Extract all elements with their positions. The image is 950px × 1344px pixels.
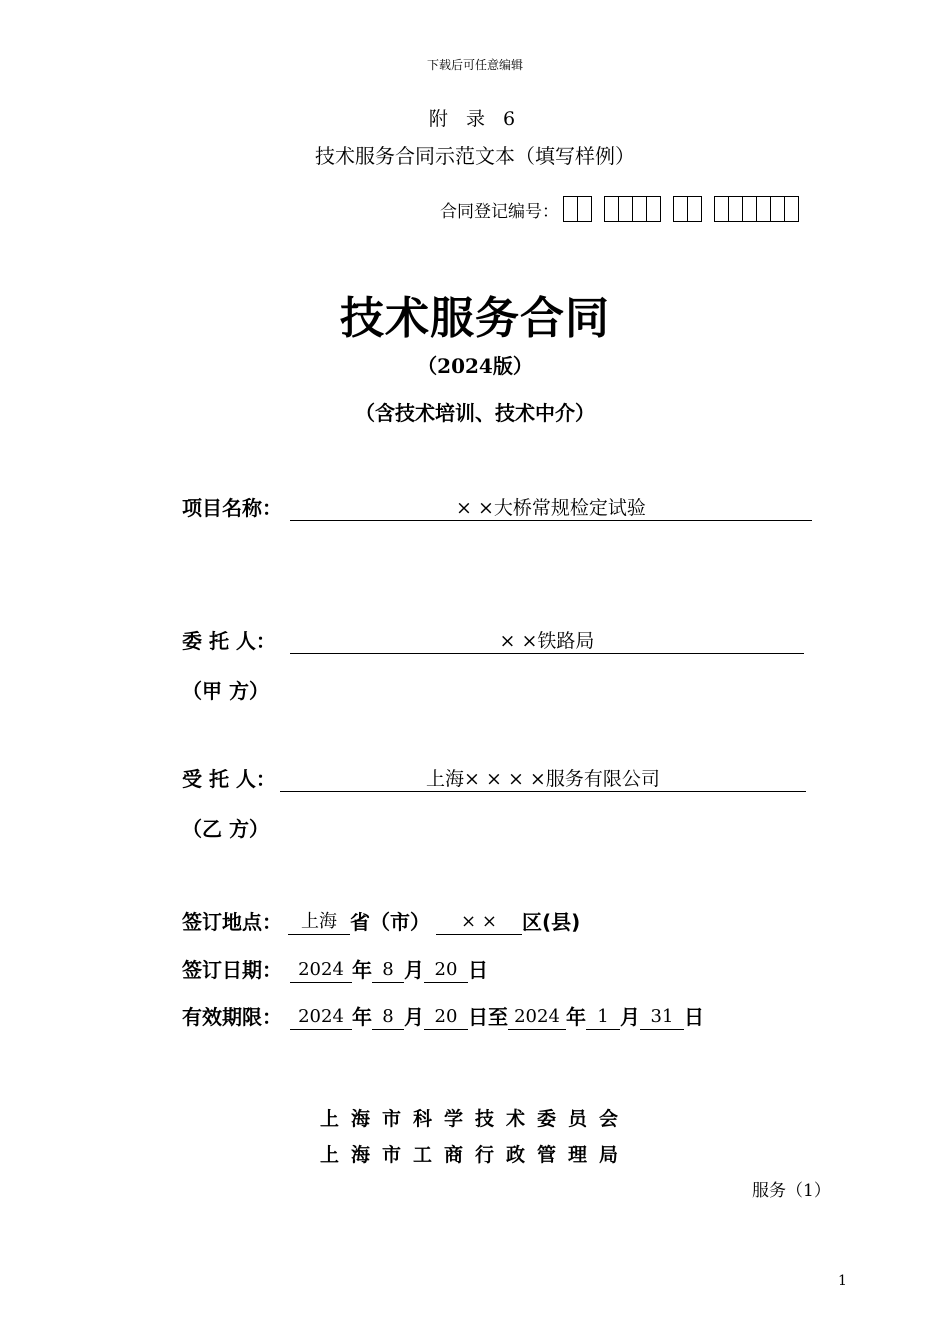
signing-day-field: 20 <box>424 958 468 983</box>
year-unit: 年 <box>352 958 372 982</box>
client-label: 委 托 人： <box>182 629 276 653</box>
signing-month-field: 8 <box>372 958 404 983</box>
registration-box-group-1 <box>563 196 592 222</box>
contractor-label: 受 托 人： <box>182 767 276 791</box>
contract-title: 技术服务合同 <box>340 293 610 344</box>
project-name-field: × ×大桥常规检定试验 <box>290 496 812 521</box>
project-name-label: 项目名称： <box>182 496 282 520</box>
registration-box-group-2 <box>604 196 661 222</box>
project-name-row <box>182 492 812 521</box>
province-unit: 省（市） <box>350 910 430 934</box>
month-unit: 月 <box>404 958 424 982</box>
validity-from-month: 8 <box>372 1005 404 1030</box>
validity-to-year: 2024 <box>508 1005 566 1030</box>
validity-row <box>182 1001 704 1030</box>
province-field: 上海 <box>288 910 350 935</box>
validity-to-day: 31 <box>640 1005 684 1030</box>
page-number: 1 <box>838 1273 847 1289</box>
month-unit: 月 <box>620 1005 640 1029</box>
signing-place-row <box>182 906 580 935</box>
party-a-label: （甲 方） <box>182 679 269 703</box>
registration-number <box>440 196 799 222</box>
district-unit: 区(县) <box>522 910 581 934</box>
contractor-field: 上海× × × ×服务有限公司 <box>280 767 806 792</box>
registration-label: 合同登记编号： <box>440 201 559 222</box>
appendix-label: 附 录 6 <box>428 108 522 130</box>
edition-label: （2024版） <box>417 354 533 378</box>
signing-date-label: 签订日期： <box>182 958 282 982</box>
validity-to-month: 1 <box>586 1005 620 1030</box>
header-note: 下载后可任意编辑 <box>426 58 523 72</box>
document-subtitle: 技术服务合同示范文本（填写样例） <box>315 144 635 168</box>
validity-from-year: 2024 <box>290 1005 352 1030</box>
scope-label: （含技术培训、技术中介） <box>355 401 595 425</box>
month-unit: 月 <box>404 1005 424 1029</box>
year-unit: 年 <box>352 1005 372 1029</box>
client-row <box>182 625 804 654</box>
district-field: × × <box>436 910 522 935</box>
validity-to-label: 日至 <box>468 1005 508 1029</box>
signing-date-row <box>182 954 488 983</box>
day-unit: 日 <box>684 1005 704 1029</box>
signing-year-field: 2024 <box>290 958 352 983</box>
client-field: × ×铁路局 <box>290 629 804 654</box>
validity-from-day: 20 <box>424 1005 468 1030</box>
contractor-row <box>182 763 806 792</box>
signing-place-label: 签订地点： <box>182 910 282 934</box>
issuer-industry-commerce-bureau: 上海市工商行政管理局 <box>319 1144 630 1166</box>
year-unit: 年 <box>566 1005 586 1029</box>
form-code: 服务（1） <box>752 1181 831 1201</box>
issuer-science-commission: 上海市科学技术委员会 <box>319 1108 630 1130</box>
validity-label: 有效期限： <box>182 1005 282 1029</box>
registration-box-group-4 <box>714 196 799 222</box>
party-b-label: （乙 方） <box>182 817 269 841</box>
registration-box-group-3 <box>673 196 702 222</box>
day-unit: 日 <box>468 958 488 982</box>
